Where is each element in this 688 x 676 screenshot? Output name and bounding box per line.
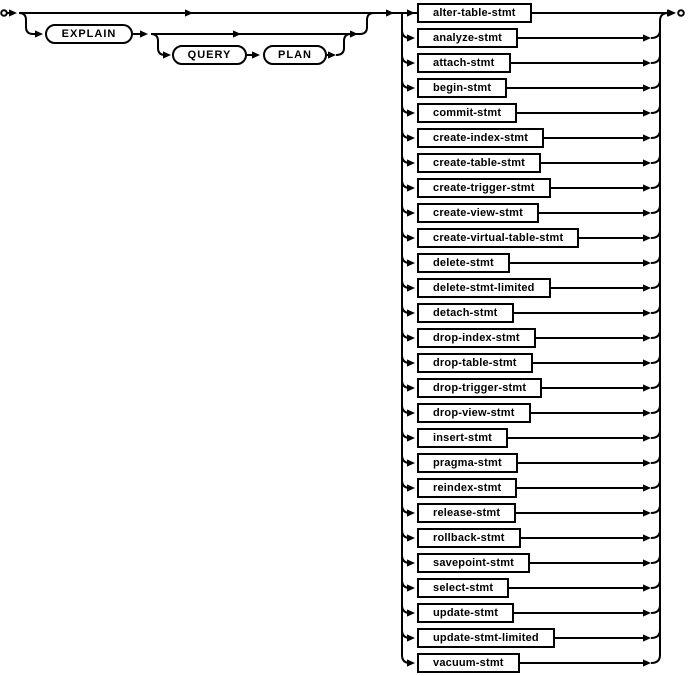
connector-line	[651, 305, 660, 313]
arrowhead-icon	[643, 559, 651, 566]
arrowhead-icon	[643, 184, 651, 191]
connector-line	[651, 130, 660, 138]
arrowhead-icon	[643, 159, 651, 166]
arrowhead-icon	[643, 334, 651, 341]
stmt-box-create-index-stmt[interactable]: create-index-stmt	[417, 128, 544, 148]
arrowhead-icon	[643, 634, 651, 641]
arrowhead-icon	[407, 409, 415, 416]
connector-line	[651, 505, 660, 513]
stmt-box-create-virtual-table-stmt[interactable]: create-virtual-table-stmt	[417, 228, 579, 248]
stmt-box-rollback-stmt[interactable]: rollback-stmt	[417, 528, 521, 548]
stmt-box-drop-trigger-stmt[interactable]: drop-trigger-stmt	[417, 378, 542, 398]
connector-line	[651, 355, 660, 363]
arrowhead-icon	[407, 9, 415, 16]
stmt-box-delete-stmt-limited[interactable]: delete-stmt-limited	[417, 278, 551, 298]
stmt-box-begin-stmt[interactable]: begin-stmt	[417, 78, 507, 98]
arrowhead-icon	[407, 509, 415, 516]
stmt-box-savepoint-stmt[interactable]: savepoint-stmt	[417, 553, 530, 573]
connector-line	[651, 330, 660, 338]
connector-line	[651, 55, 660, 63]
connector-line	[651, 180, 660, 188]
arrowhead-icon	[407, 584, 415, 591]
stmt-box-insert-stmt[interactable]: insert-stmt	[417, 428, 508, 448]
connector-line	[651, 555, 660, 563]
keyword-plan: PLAN	[263, 45, 327, 65]
arrowhead-icon	[407, 309, 415, 316]
arrowhead-icon	[643, 59, 651, 66]
connector-line	[651, 630, 660, 638]
arrowhead-icon	[185, 9, 193, 16]
arrowhead-icon	[643, 209, 651, 216]
arrowhead-icon	[407, 159, 415, 166]
stmt-box-pragma-stmt[interactable]: pragma-stmt	[417, 453, 518, 473]
arrowhead-icon	[9, 9, 17, 16]
end-terminal	[678, 10, 684, 16]
connector-line	[651, 280, 660, 288]
arrowhead-icon	[407, 134, 415, 141]
arrowhead-icon	[407, 259, 415, 266]
connector-line	[651, 530, 660, 538]
connector-line	[651, 580, 660, 588]
stmt-box-drop-index-stmt[interactable]: drop-index-stmt	[417, 328, 536, 348]
keyword-explain: EXPLAIN	[45, 24, 133, 44]
arrowhead-icon	[407, 334, 415, 341]
connector-line	[651, 430, 660, 438]
arrowhead-icon	[643, 409, 651, 416]
arrowhead-icon	[407, 634, 415, 641]
arrowhead-icon	[643, 134, 651, 141]
arrowhead-icon	[386, 9, 394, 16]
connector-line	[651, 155, 660, 163]
arrowhead-icon	[643, 284, 651, 291]
arrowhead-icon	[233, 30, 241, 37]
arrowhead-icon	[407, 559, 415, 566]
stmt-box-drop-table-stmt[interactable]: drop-table-stmt	[417, 353, 533, 373]
arrowhead-icon	[407, 534, 415, 541]
arrowhead-icon	[407, 59, 415, 66]
stmt-box-create-view-stmt[interactable]: create-view-stmt	[417, 203, 539, 223]
stmt-box-release-stmt[interactable]: release-stmt	[417, 503, 516, 523]
arrowhead-icon	[643, 534, 651, 541]
arrowhead-icon	[643, 609, 651, 616]
connector-line	[651, 605, 660, 613]
arrowhead-icon	[643, 109, 651, 116]
stmt-box-delete-stmt[interactable]: delete-stmt	[417, 253, 510, 273]
stmt-box-reindex-stmt[interactable]: reindex-stmt	[417, 478, 517, 498]
arrowhead-icon	[643, 659, 651, 666]
stmt-box-create-trigger-stmt[interactable]: create-trigger-stmt	[417, 178, 551, 198]
arrowhead-icon	[643, 384, 651, 391]
arrowhead-icon	[35, 30, 43, 37]
arrowhead-icon	[407, 434, 415, 441]
arrowhead-icon	[668, 9, 676, 16]
connector-line	[151, 34, 167, 55]
connector-line	[651, 230, 660, 238]
arrowhead-icon	[407, 184, 415, 191]
connector-line	[651, 380, 660, 388]
arrowhead-icon	[643, 259, 651, 266]
stmt-box-commit-stmt[interactable]: commit-stmt	[417, 103, 517, 123]
stmt-box-create-table-stmt[interactable]: create-table-stmt	[417, 153, 541, 173]
stmt-box-update-stmt[interactable]: update-stmt	[417, 603, 514, 623]
arrowhead-icon	[407, 284, 415, 291]
arrowhead-icon	[643, 459, 651, 466]
arrowhead-icon	[643, 584, 651, 591]
arrowhead-icon	[407, 359, 415, 366]
connector-line	[651, 405, 660, 413]
arrowhead-icon	[643, 484, 651, 491]
connector-line	[660, 13, 668, 655]
arrowhead-icon	[643, 434, 651, 441]
arrowhead-icon	[407, 234, 415, 241]
start-terminal	[1, 10, 7, 16]
arrowhead-icon	[163, 51, 171, 58]
stmt-box-drop-view-stmt[interactable]: drop-view-stmt	[417, 403, 531, 423]
arrowhead-icon	[407, 609, 415, 616]
arrowhead-icon	[407, 659, 415, 666]
stmt-box-vacuum-stmt[interactable]: vacuum-stmt	[417, 653, 520, 673]
arrowhead-icon	[643, 509, 651, 516]
arrowhead-icon	[643, 309, 651, 316]
connector-line	[651, 205, 660, 213]
connector-line	[651, 655, 660, 663]
connector-line	[651, 255, 660, 263]
stmt-box-detach-stmt[interactable]: detach-stmt	[417, 303, 514, 323]
stmt-box-update-stmt-limited[interactable]: update-stmt-limited	[417, 628, 555, 648]
arrowhead-icon	[643, 84, 651, 91]
arrowhead-icon	[643, 234, 651, 241]
arrowhead-icon	[328, 51, 336, 58]
arrowhead-icon	[643, 34, 651, 41]
stmt-box-attach-stmt[interactable]: attach-stmt	[417, 53, 511, 73]
stmt-box-alter-table-stmt[interactable]: alter-table-stmt	[417, 3, 532, 23]
arrowhead-icon	[140, 30, 148, 37]
arrowhead-icon	[252, 51, 260, 58]
arrowhead-icon	[407, 209, 415, 216]
connector-line	[651, 455, 660, 463]
stmt-box-analyze-stmt[interactable]: analyze-stmt	[417, 28, 518, 48]
arrowhead-icon	[407, 459, 415, 466]
arrowhead-icon	[407, 84, 415, 91]
connector-line	[651, 480, 660, 488]
arrowhead-icon	[643, 359, 651, 366]
arrowhead-icon	[407, 384, 415, 391]
keyword-query: QUERY	[172, 45, 247, 65]
arrowhead-icon	[407, 484, 415, 491]
connector-line	[651, 105, 660, 113]
arrowhead-icon	[407, 34, 415, 41]
connector-line	[360, 13, 374, 34]
stmt-box-select-stmt[interactable]: select-stmt	[417, 578, 509, 598]
connector-line	[336, 34, 354, 55]
connector-line	[651, 30, 660, 38]
connector-line	[651, 80, 660, 88]
arrowhead-icon	[407, 109, 415, 116]
